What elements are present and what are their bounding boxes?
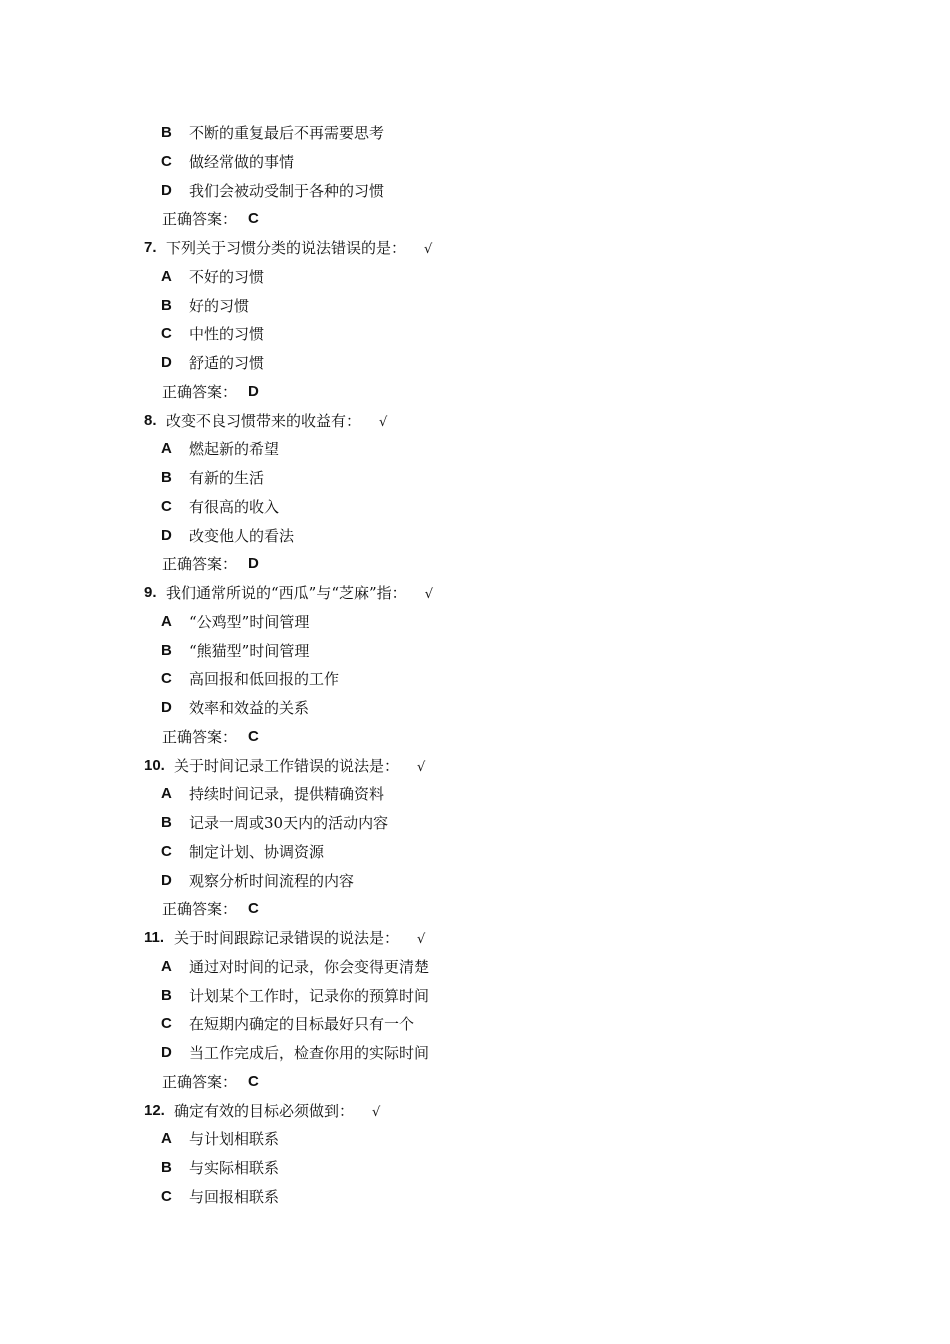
- option-text: 有新的生活: [189, 469, 265, 487]
- option-text: 计划某个工作时，记录你的预算时间: [189, 986, 430, 1005]
- question-text: 关于时间跟踪记录错误的说法是：: [174, 929, 400, 947]
- check-mark-icon: √: [379, 414, 388, 430]
- option-text: 在短期内确定的目标最好只有一个: [189, 1015, 415, 1034]
- option-text: 高回报和低回报的工作: [189, 670, 340, 689]
- option-row: [0, 1125, 950, 1154]
- question-text-wrap: [174, 924, 425, 955]
- check-mark-icon: √: [417, 759, 426, 775]
- option-text: 有很高的收入: [189, 497, 280, 516]
- question-row: [0, 752, 950, 781]
- answer-label: 正确答案：: [162, 210, 238, 229]
- option-letter: D: [161, 526, 172, 544]
- option-letter: B: [161, 296, 172, 314]
- option-letter: B: [161, 814, 172, 831]
- option-letter: A: [161, 785, 172, 803]
- option-text: 不好的习惯: [189, 267, 265, 286]
- answer-row: [0, 550, 950, 579]
- option-row: [0, 493, 950, 522]
- option-text: 与计划相联系: [189, 1130, 280, 1149]
- option-row: [0, 780, 950, 809]
- option-letter: B: [161, 469, 172, 486]
- option-letter: C: [161, 325, 172, 343]
- answer-label: 正确答案：: [162, 382, 238, 401]
- option-letter: A: [161, 957, 172, 975]
- option-letter: D: [161, 871, 172, 889]
- question-row: [0, 234, 950, 263]
- option-row: [0, 263, 950, 292]
- option-row: [0, 464, 950, 493]
- option-text: 改变他人的看法: [189, 526, 295, 545]
- answer-row: [0, 378, 950, 407]
- option-text: 持续时间记录，提供精确资料: [189, 785, 385, 804]
- question-text-wrap: [174, 752, 425, 783]
- option-row: [0, 1154, 950, 1183]
- option-row: [0, 1039, 950, 1068]
- answer-value: D: [248, 382, 259, 400]
- option-row: [0, 867, 950, 896]
- check-mark-icon: √: [417, 932, 426, 947]
- option-row: [0, 119, 950, 148]
- option-text: “熊猫型”时间管理: [189, 641, 310, 660]
- answer-value: C: [248, 727, 259, 745]
- question-row: [0, 579, 950, 608]
- option-row: [0, 320, 950, 349]
- question-text: 关于时间记录工作错误的说法是：: [174, 756, 400, 775]
- check-mark-icon: √: [424, 587, 433, 602]
- answer-row: [0, 723, 950, 752]
- question-row: [0, 1097, 950, 1126]
- option-row: [0, 694, 950, 723]
- option-letter: D: [161, 699, 172, 716]
- question-number: 12.: [144, 1101, 165, 1119]
- option-text: 好的习惯: [189, 296, 250, 315]
- option-text: “公鸡型”时间管理: [189, 612, 310, 631]
- check-mark-icon: √: [372, 1104, 381, 1120]
- option-row: [0, 665, 950, 694]
- answer-value: C: [248, 1072, 259, 1090]
- option-text: 效率和效益的关系: [189, 699, 310, 717]
- question-number: 9.: [144, 584, 157, 601]
- answer-label: 正确答案：: [162, 727, 238, 746]
- answer-value: C: [248, 900, 259, 918]
- option-row: [0, 838, 950, 867]
- option-letter: A: [161, 612, 172, 630]
- question-text: 确定有效的目标必须做到：: [174, 1101, 355, 1120]
- answer-label: 正确答案：: [162, 900, 238, 919]
- question-number: 7.: [144, 239, 157, 256]
- option-text: 我们会被动受制于各种的习惯: [189, 181, 385, 200]
- answer-label: 正确答案：: [162, 555, 238, 574]
- option-text: 与回报相联系: [189, 1187, 280, 1206]
- option-row: [0, 608, 950, 637]
- option-row: [0, 809, 950, 838]
- option-text: 通过对时间的记录，你会变得更清楚: [189, 957, 430, 976]
- option-row: [0, 1183, 950, 1212]
- question-text: 下列关于习惯分类的说法错误的是：: [166, 239, 407, 257]
- option-row: [0, 292, 950, 321]
- option-row: [0, 177, 950, 206]
- question-number: 11.: [144, 929, 165, 946]
- question-number: 8.: [144, 411, 157, 429]
- option-row: [0, 148, 950, 177]
- option-row: [0, 953, 950, 982]
- question-row: [0, 407, 950, 436]
- option-row: [0, 1010, 950, 1039]
- option-letter: D: [161, 1044, 172, 1061]
- option-letter: B: [161, 986, 172, 1004]
- quiz-page: [0, 119, 950, 1212]
- option-text: 制定计划、协调资源: [189, 842, 325, 861]
- option-text: 做经常做的事情: [189, 152, 295, 171]
- option-letter: B: [161, 1159, 172, 1176]
- option-letter: C: [161, 842, 172, 860]
- question-text-wrap: [166, 407, 387, 438]
- option-text: 记录一周或30天内的活动内容: [189, 814, 389, 832]
- option-text: 舒适的习惯: [189, 354, 265, 372]
- answer-row: [0, 1068, 950, 1097]
- option-letter: B: [161, 124, 172, 141]
- question-text-wrap: [174, 1097, 380, 1128]
- option-row: [0, 637, 950, 666]
- option-letter: A: [161, 267, 172, 285]
- option-text: 燃起新的希望: [189, 440, 280, 459]
- option-text: 与实际相联系: [189, 1159, 280, 1177]
- question-text: 我们通常所说的“西瓜”与“芝麻”指：: [166, 584, 407, 602]
- option-text: 观察分析时间流程的内容: [189, 871, 355, 890]
- option-row: [0, 435, 950, 464]
- option-letter: B: [161, 641, 172, 659]
- option-letter: D: [161, 181, 172, 199]
- option-letter: C: [161, 670, 172, 688]
- option-row: [0, 349, 950, 378]
- answer-row: [0, 205, 950, 234]
- answer-value: C: [248, 210, 259, 228]
- answer-value: D: [248, 555, 259, 573]
- check-mark-icon: √: [424, 242, 433, 257]
- option-letter: A: [161, 440, 172, 458]
- option-letter: C: [161, 1015, 172, 1033]
- option-row: [0, 522, 950, 551]
- question-text-wrap: [166, 579, 433, 610]
- option-text: 中性的习惯: [189, 325, 265, 344]
- option-letter: C: [161, 497, 172, 515]
- option-letter: C: [161, 152, 172, 170]
- question-row: [0, 924, 950, 953]
- option-letter: C: [161, 1187, 172, 1205]
- option-row: [0, 982, 950, 1011]
- option-text: 当工作完成后，检查你用的实际时间: [189, 1044, 430, 1062]
- answer-row: [0, 895, 950, 924]
- option-letter: D: [161, 354, 172, 371]
- option-text: 不断的重复最后不再需要思考: [189, 124, 385, 142]
- question-text: 改变不良习惯带来的收益有：: [166, 411, 362, 430]
- option-letter: A: [161, 1130, 172, 1148]
- question-number: 10.: [144, 756, 165, 774]
- question-text-wrap: [166, 234, 432, 265]
- answer-label: 正确答案：: [162, 1072, 238, 1091]
